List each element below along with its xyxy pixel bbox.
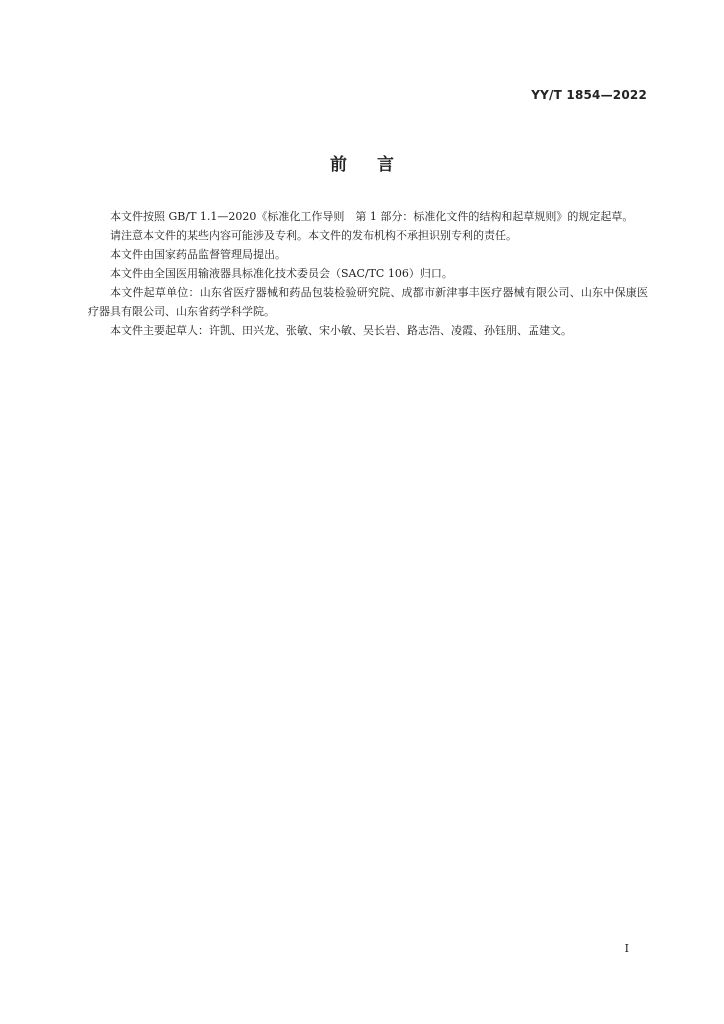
paragraph-patent-notice: 请注意本文件的某些内容可能涉及专利。本文件的发布机构不承担识别专利的责任。 bbox=[110, 229, 517, 242]
paragraph-drafting-units: 本文件起草单位：山东省医疗器械和药品包装检验研究院、成都市新津事丰医疗器械有限公司、山东中保康医疗器具有限公司、山东省药学科学院。 bbox=[88, 286, 648, 318]
document-number: YY/T 1854—2022 bbox=[531, 88, 647, 102]
foreword-body bbox=[88, 207, 648, 340]
paragraph-proposed-by: 本文件由国家药品监督管理局提出。 bbox=[110, 248, 286, 261]
paragraph-main-drafters: 本文件主要起草人：许凯、田兴龙、张敏、宋小敏、吴长岩、路志浩、凌霞、孙钰朋、孟建文。 bbox=[110, 324, 572, 337]
page-title: 前言 bbox=[330, 155, 424, 175]
page-number: I bbox=[624, 942, 629, 955]
paragraph-centralized-by: 本文件由全国医用输液器具标准化技术委员会（SAC/TC 106）归口。 bbox=[110, 267, 453, 280]
paragraph-drafting-rules: 本文件按照 GB/T 1.1—2020《标准化工作导则 第 1 部分：标准化文件的结构和起草规则》的规定起草。 bbox=[110, 210, 634, 223]
